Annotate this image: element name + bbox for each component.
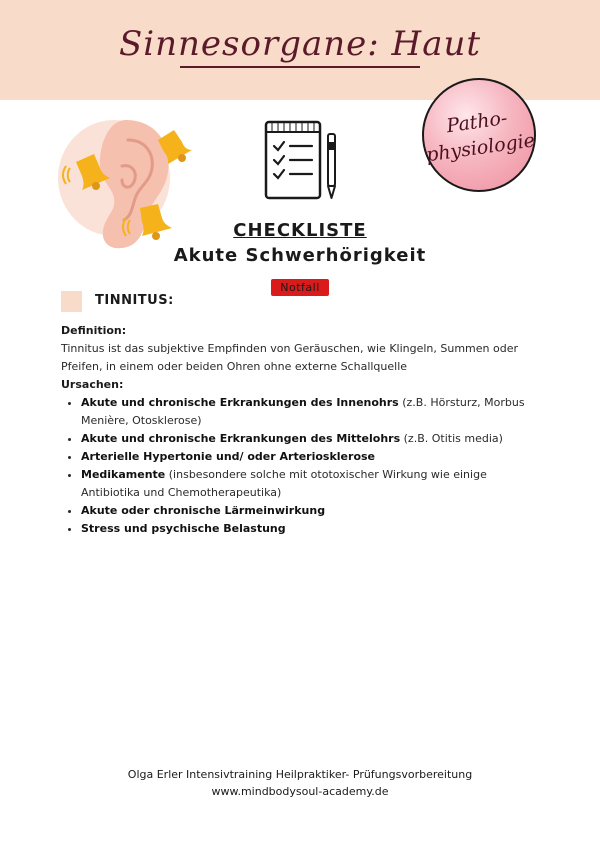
list-item (81, 520, 531, 538)
causes-label: Ursachen: (61, 378, 124, 391)
footer (0, 766, 600, 800)
footer-credit: Olga Erler Intensivtraining Heilpraktiker- Prüfungsvorbereitung (127, 768, 473, 781)
subject-heading: Akute Schwerhörigkeit (173, 245, 427, 266)
cause-bold: Medikamente (81, 468, 166, 481)
list-item (81, 502, 531, 520)
ear-illustration (56, 106, 196, 266)
section-content (61, 322, 531, 538)
cause-bold: Stress und psychische Belastung (81, 522, 286, 535)
badge-label-line1: Patho- (445, 106, 509, 138)
section-title: TINNITUS: (95, 293, 174, 308)
cause-bold: Akute und chronische Erkrankungen des Mittelohrs (81, 432, 401, 445)
cause-bold: Akute und chronische Erkrankungen des Innenohrs (81, 396, 399, 409)
badge-label-line2: physiologie (425, 129, 537, 167)
cause-bold: Akute oder chronische Lärmeinwirkung (81, 504, 326, 517)
pen-icon (328, 134, 335, 198)
list-item (81, 430, 531, 448)
clipboard-checklist-icon (262, 118, 344, 204)
pathophysiologie-badge (422, 78, 536, 192)
cause-detail: (z.B. Otitis media) (400, 432, 503, 445)
cause-bold: Arterielle Hypertonie und/ oder Arteriosklerose (81, 450, 376, 463)
badge-label (421, 102, 537, 169)
cause-detail: (z.B. Hörsturz, Morbus Menière, Otosklerose) (81, 396, 525, 427)
section-checkbox[interactable] (61, 291, 82, 312)
list-item (81, 466, 531, 502)
definition-label: Definition: (61, 324, 127, 337)
footer-website-link[interactable]: www.mindbodysoul-academy.de (211, 785, 389, 798)
causes-list (61, 394, 531, 538)
list-item (81, 394, 531, 430)
title-underline (180, 66, 420, 68)
page-title: Sinnesorgane: Haut (118, 24, 482, 64)
cause-detail: (insbesondere solche mit ototoxischer Wirkung wie einige Antibiotika und Chemotherapeutika) (81, 468, 487, 499)
list-item (81, 448, 531, 466)
checklist-heading: CHECKLISTE (233, 220, 367, 241)
notfall-tag: Notfall (271, 279, 329, 296)
definition-text: Tinnitus ist das subjektive Empfinden von Geräuschen, wie Klingeln, Summen oder Pfeifen, in einem oder beiden Ohren ohne externe Schallquelle (61, 342, 519, 373)
